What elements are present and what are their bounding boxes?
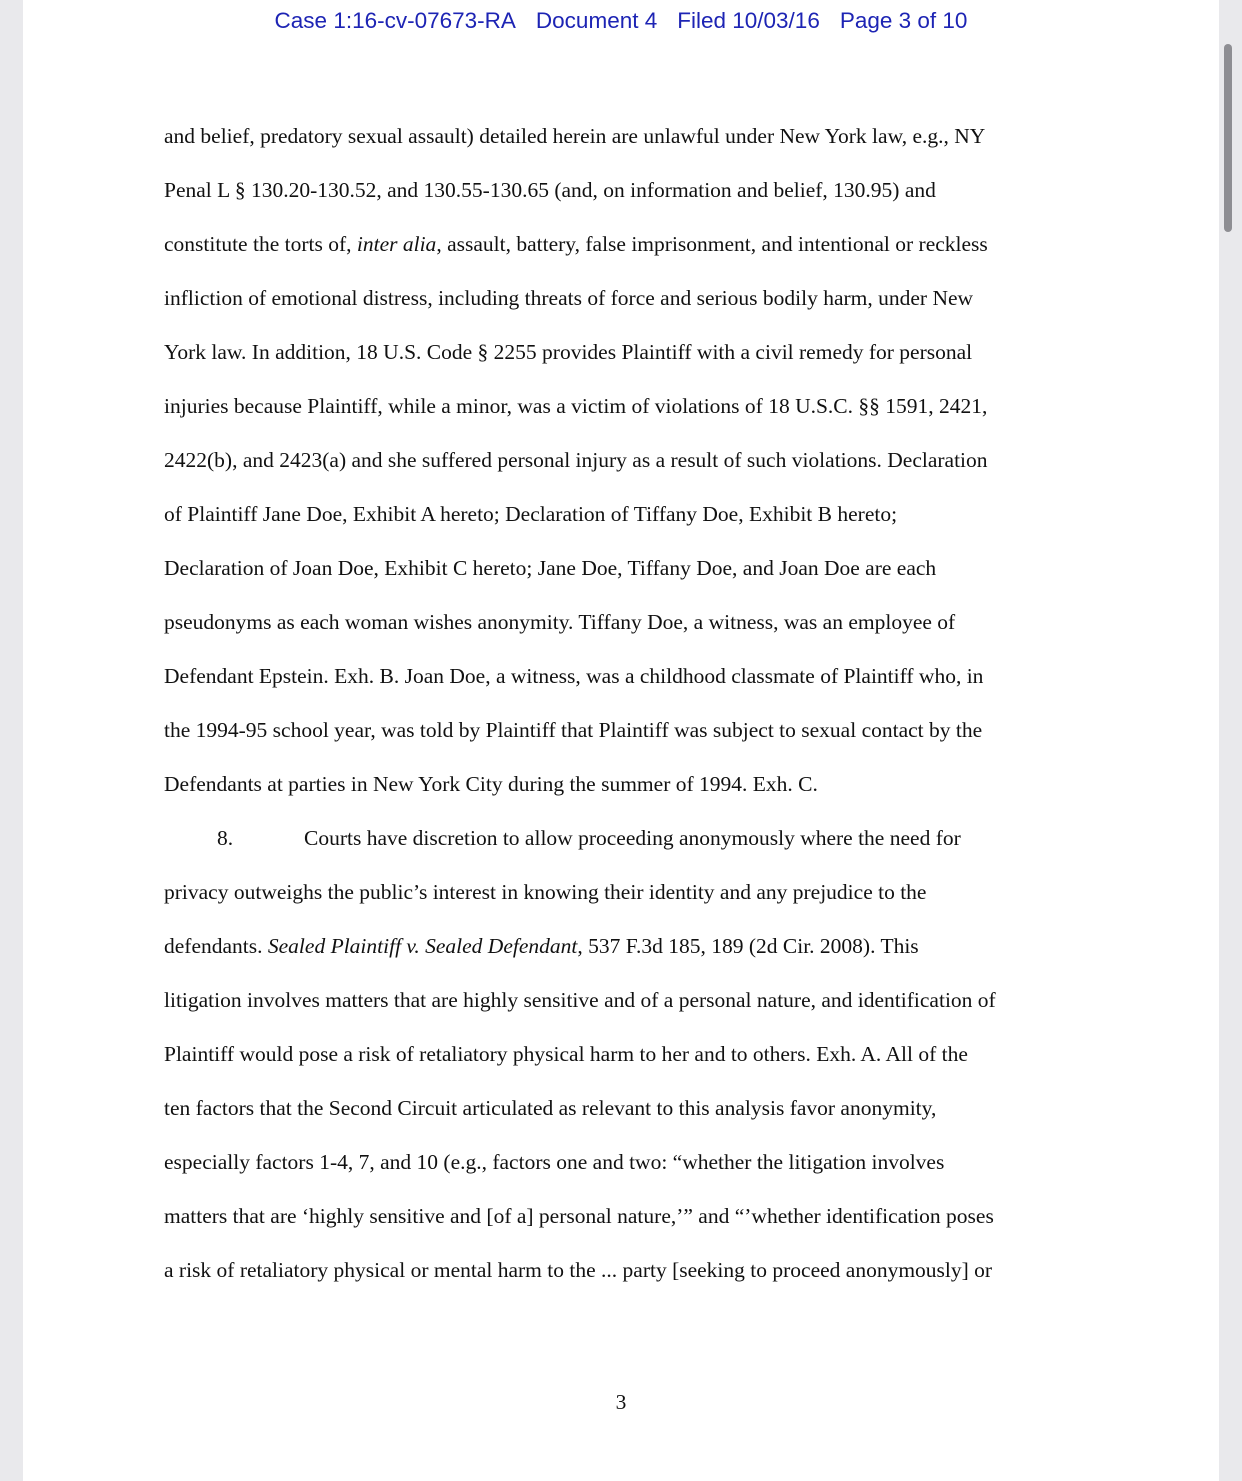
- scrollbar-thumb[interactable]: [1224, 44, 1232, 232]
- body-line-6: injuries because Plaintiff, while a minor, was a victim of violations of 18 U.S.C. §§ 1591, 2421,: [164, 394, 988, 418]
- italic-term: inter alia: [356, 232, 437, 256]
- body-line-17: litigation involves matters that are highly sensitive and of a personal nature, and identification of: [164, 988, 996, 1012]
- body-line-13: Defendants at parties in New York City during the summer of 1994. Exh. C.: [164, 772, 818, 796]
- court-filing-header: [23, 8, 1219, 34]
- body-line-18: Plaintiff would pose a risk of retaliatory physical harm to her and to others. Exh. A. All of the: [164, 1042, 968, 1066]
- body-line-3: [164, 232, 988, 257]
- body-line-15: privacy outweighs the public’s interest in knowing their identity and any prejudice to the: [164, 880, 927, 904]
- body-line-19: ten factors that the Second Circuit articulated as relevant to this analysis favor anonymity,: [164, 1096, 937, 1120]
- body-line-5: York law. In addition, 18 U.S. Code § 2255 provides Plaintiff with a civil remedy for personal: [164, 340, 973, 364]
- document-number: Document 4: [535, 8, 658, 33]
- body-line-2: Penal L § 130.20-130.52, and 130.55-130.65 (and, on information and belief, 130.95) and: [164, 178, 936, 202]
- body-line-7: 2422(b), and 2423(a) and she suffered personal injury as a result of such violations. Declaration: [164, 448, 988, 472]
- body-line-8: of Plaintiff Jane Doe, Exhibit A hereto; Declaration of Tiffany Doe, Exhibit B hereto;: [164, 502, 898, 526]
- scrollbar-track[interactable]: [1222, 40, 1234, 1470]
- text-run: constitute the torts of,: [164, 232, 357, 256]
- text-run: , assault, battery, false imprisonment, and intentional or reckless: [436, 232, 988, 256]
- case-number: Case 1:16-cv-07673-RA: [274, 8, 516, 33]
- body-line-1: and belief, predatory sexual assault) detailed herein are unlawful under New York law, e.g., NY: [164, 124, 986, 148]
- body-line-9: Declaration of Joan Doe, Exhibit C hereto; Jane Doe, Tiffany Doe, and Joan Doe are each: [164, 556, 937, 580]
- body-line-10: pseudonyms as each woman wishes anonymity. Tiffany Doe, a witness, was an employee of: [164, 610, 956, 634]
- page-indicator: Page 3 of 10: [839, 8, 968, 33]
- body-line-20: especially factors 1-4, 7, and 10 (e.g., factors one and two: “whether the litigation involves: [164, 1150, 945, 1174]
- text-run: defendants.: [164, 934, 268, 958]
- body-line-4: infliction of emotional distress, including threats of force and serious bodily harm, under New: [164, 286, 974, 310]
- document-page: [23, 0, 1219, 1481]
- body-line-12: the 1994-95 school year, was told by Plaintiff that Plaintiff was subject to sexual contact by the: [164, 718, 983, 742]
- filed-date: Filed 10/03/16: [677, 8, 820, 33]
- page-number: 3: [615, 1390, 627, 1414]
- text-run: , 537 F.3d 185, 189 (2d Cir. 2008). This: [577, 934, 919, 958]
- body-line-16: [164, 934, 919, 959]
- body-line-21: matters that are ‘highly sensitive and [of a] personal nature,’” and “’whether identification poses: [164, 1204, 994, 1228]
- body-line-11: Defendant Epstein. Exh. B. Joan Doe, a witness, was a childhood classmate of Plaintiff who, in: [164, 664, 984, 688]
- case-citation: Sealed Plaintiff v. Sealed Defendant: [267, 934, 578, 958]
- paragraph-8-first-line: Courts have discretion to allow proceeding anonymously where the need for: [304, 826, 961, 850]
- body-line-22: a risk of retaliatory physical or mental harm to the ... party [seeking to proceed anonymously] or: [164, 1258, 993, 1282]
- paragraph-number: 8.: [217, 826, 234, 850]
